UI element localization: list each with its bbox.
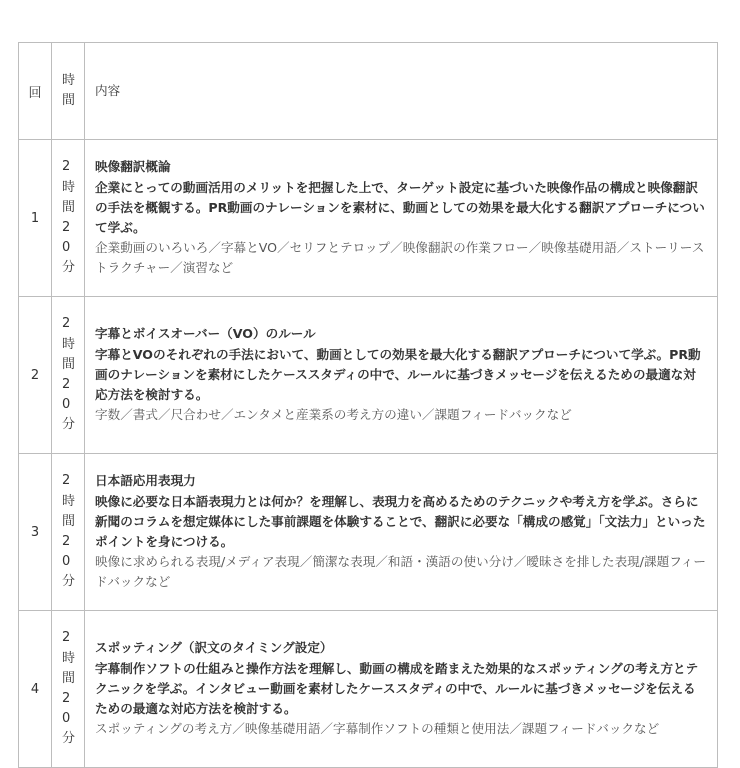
time-char: 0 [62, 711, 71, 727]
session-topics: 字数／書式／尺合わせ／エンタメと産業系の考え方の違い／課題フィードバックなど [95, 407, 572, 423]
row-num: 3 [19, 454, 52, 611]
session-description: 字幕制作ソフトの仕組みと操作方法を理解し、動画の構成を踏まえた効果的なスポッティングの考え方とテクニックを学ぶ。インタビュー動画を素材したケーススタディの中で、ルールに基づきメッセージを伝えるための最適な対応方法を検討する。 [95, 660, 699, 717]
session-description: 字幕とVOのそれぞれの手法において、動画としての効果を最大化する翻訳アプローチについて学ぶ。PR動画のナレーションを素材にしたケーススタディの中で、ルールに基づきメッセージを伝えるための最適な対応方法を検討する。 [95, 346, 701, 403]
time-char: 時 [62, 336, 76, 352]
row-time [52, 140, 85, 297]
session-description: 企業にとっての動画活用のメリットを把握した上で、ターゲット設定に基づいた映像作品の構成と映像翻訳の手法を概観する。PR動画のナレーションを素材に、動画としての効果を最大化する翻訳アプローチについて学ぶ。 [95, 179, 705, 235]
time-char: 間 [62, 670, 76, 686]
table-row [19, 140, 718, 297]
row-time [52, 611, 85, 768]
time-char: 2 [62, 473, 71, 489]
header-time-char: 間 [62, 93, 76, 108]
time-char: 2 [62, 220, 71, 235]
header-time-char: 時 [62, 72, 76, 88]
session-title: 字幕とボイスオーバー（VO）のルール [95, 326, 316, 342]
session-title: 映像翻訳概論 [95, 159, 171, 175]
time-char: 2 [62, 534, 71, 549]
row-time [52, 454, 85, 611]
row-content [85, 140, 718, 297]
time-char: 2 [62, 316, 71, 332]
time-char: 時 [62, 179, 76, 195]
time-char: 時 [62, 493, 76, 509]
time-char: 2 [62, 691, 71, 706]
table-row [19, 611, 718, 768]
time-char: 間 [62, 356, 76, 372]
header-num: 回 [19, 43, 52, 140]
session-topics: 映像に求められる表現/メディア表現／簡潔な表現／和語・漢語の使い分け／曖昧さを排した表現/課題フィードバックなど [95, 554, 706, 590]
time-char: 2 [62, 377, 71, 392]
session-description: 映像に必要な日本語表現力とは何か？を理解し、表現力を高めるためのテクニックや考え方を学ぶ。さらに新聞のコラムを想定媒体にした事前課題を体験することで、翻訳に必要な「構成の感覚」「文法力」といったポイントを身につける。 [95, 493, 706, 549]
curriculum-table [18, 42, 718, 768]
time-char: 0 [62, 397, 71, 413]
time-char: 分 [62, 417, 76, 433]
row-time [52, 297, 85, 454]
session-title: 日本語応用表現力 [95, 473, 196, 489]
time-char: 0 [62, 554, 71, 570]
row-num: 2 [19, 297, 52, 454]
time-char: 0 [62, 240, 71, 256]
table-row [19, 297, 718, 454]
header-row [19, 43, 718, 140]
time-char: 間 [62, 199, 76, 215]
row-num: 4 [19, 611, 52, 768]
time-char: 時 [62, 650, 76, 666]
time-char: 分 [62, 731, 76, 747]
time-char: 2 [62, 159, 71, 175]
row-content [85, 454, 718, 611]
time-char: 分 [62, 574, 76, 590]
time-char: 間 [62, 513, 76, 529]
time-char: 2 [62, 630, 71, 646]
row-content [85, 297, 718, 454]
header-time [52, 43, 85, 140]
session-topics: 企業動画のいろいろ／字幕とVO／セリフとテロップ／映像翻訳の作業フロー／映像基礎用語／ストーリーストラクチャー／演習など [95, 240, 705, 276]
header-content: 内容 [85, 43, 718, 140]
time-char: 分 [62, 260, 76, 276]
session-title: スポッティング（訳文のタイミング設定） [95, 640, 333, 656]
row-content [85, 611, 718, 768]
table-row [19, 454, 718, 611]
session-topics: スポッティングの考え方／映像基礎用語／字幕制作ソフトの種類と使用法／課題フィードバックなど [95, 721, 660, 737]
row-num: 1 [19, 140, 52, 297]
